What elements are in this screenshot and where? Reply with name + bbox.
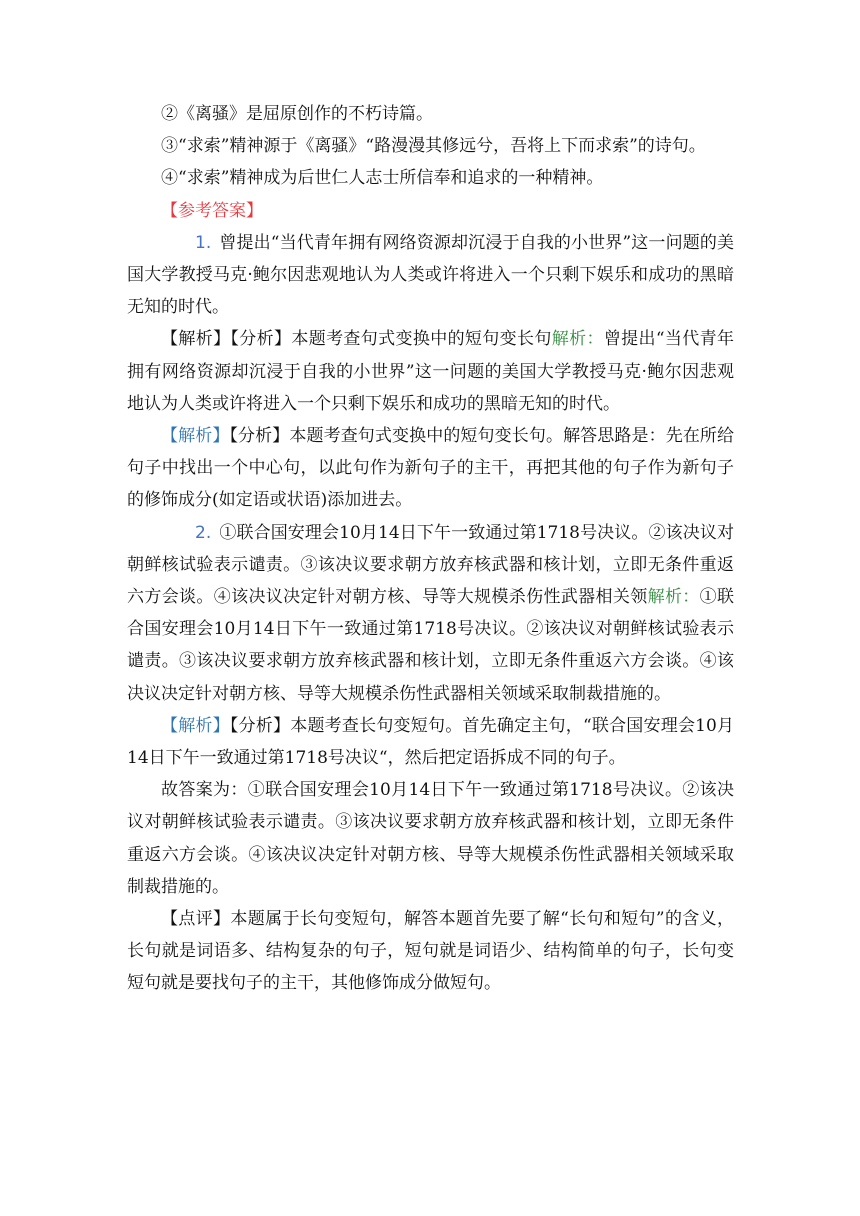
intro-item-2: ②《离骚》是屈原创作的不朽诗篇。 xyxy=(161,104,433,124)
q1-analysis1-text: 本题考查句式变换中的短句变长句 xyxy=(291,329,552,350)
intro-item-3: ③“求索”精神源于《离骚》“路漫漫其修远兮，吾将上下而求索”的诗句。 xyxy=(161,136,706,157)
q1-analysis1-repeat: 曾提出“当代青年拥有网络资源却沉浸于自我的小世界”这一问题的美国大学教授马克·鲍尔因悲观地认为人类或许将进入一个只剩下娱乐和成功的黑暗无知的时代。 xyxy=(127,329,735,414)
q1-analysis2-tag-fenxi: 【分析】 xyxy=(229,426,290,447)
q1-analysis1-label: 解析： xyxy=(551,329,604,350)
q1-analysis1-tags: 【解析】【分析】 xyxy=(161,329,292,350)
intro-item-4: ④“求索”精神成为后世仁人志士所信奉和追求的一种精神。 xyxy=(161,168,604,189)
q2-analysis xyxy=(127,710,734,774)
q1-analysis-1 xyxy=(127,323,734,420)
q2-answer-label: 解析： xyxy=(647,587,700,608)
q2-analysis-tag-jiexi: 【解析】 xyxy=(161,715,230,736)
q1-analysis-2 xyxy=(127,420,734,517)
q2-answer-text: ①联合国安理会10月14日下午一致通过第1718号决议。②该决议对朝鲜核试验表示谴责。③该决议要求朝方放弃核武器和核计划，立即无条件重返六方会谈。④该决议决定针对朝方核、导等大规模杀伤性武器相关领 xyxy=(127,522,734,608)
q2-final-answer: 故答案为：①联合国安理会10月14日下午一致通过第1718号决议。②该决议对朝鲜核试验表示谴责。③该决议要求朝方放弃核武器和核计划，立即无条件重返六方会谈。④该决议决定针对朝方核、导等大规模杀伤性武器相关领域采取制裁措施的。 xyxy=(127,780,734,897)
q2-answer xyxy=(127,517,734,710)
q1-analysis2-text: 本题考查句式变换中的短句变长句。解答思路是：先在所给句子中找出一个中心句，以此句作为新句子的主干，再把其他的句子作为新句子的修饰成分(如定语或状语)添加进去。 xyxy=(127,426,735,511)
q1-analysis2-tag-jiexi: 【解析】 xyxy=(161,426,230,447)
q2-answer-repeat: ①联合国安理会10月14日下午一致通过第1718号决议。②该决议对朝鲜核试验表示谴责。③该决议要求朝方放弃核武器和核计划，立即无条件重返六方会谈。④该决议决定针对朝方核、导等大规模杀伤性武器相关领域采取制裁措施的。 xyxy=(127,587,735,704)
q2-analysis-tag-fenxi: 【分析】 xyxy=(229,715,291,736)
q1-answer xyxy=(127,227,734,324)
q2-comment-tag: 【点评】 xyxy=(161,909,231,930)
q2-number: 2. xyxy=(195,522,212,543)
q2-comment-text: 本题属于长句变短句，解答本题首先要了解“长句和短句”的含义，长句就是词语多、结构复杂的句子，短句就是词语少、结构简单的句子，长句变短句就是要找句子的主干，其他修饰成分做短句。 xyxy=(127,909,735,994)
q2-comment xyxy=(127,903,734,1000)
document-page xyxy=(127,98,734,1000)
q2-analysis-text: 本题考查长句变短句。首先确定主句，“联合国安理会10月14日下午一致通过第1718号决议“，然后把定语拆成不同的句子。 xyxy=(127,715,735,769)
q1-number: 1. xyxy=(195,232,212,253)
q1-answer-text: 曾提出“当代青年拥有网络资源却沉浸于自我的小世界”这一问题的美国大学教授马克·鲍尔因悲观地认为人类或许将进入一个只剩下娱乐和成功的黑暗无知的时代。 xyxy=(127,232,734,318)
answer-heading: 【参考答案】 xyxy=(161,200,263,221)
